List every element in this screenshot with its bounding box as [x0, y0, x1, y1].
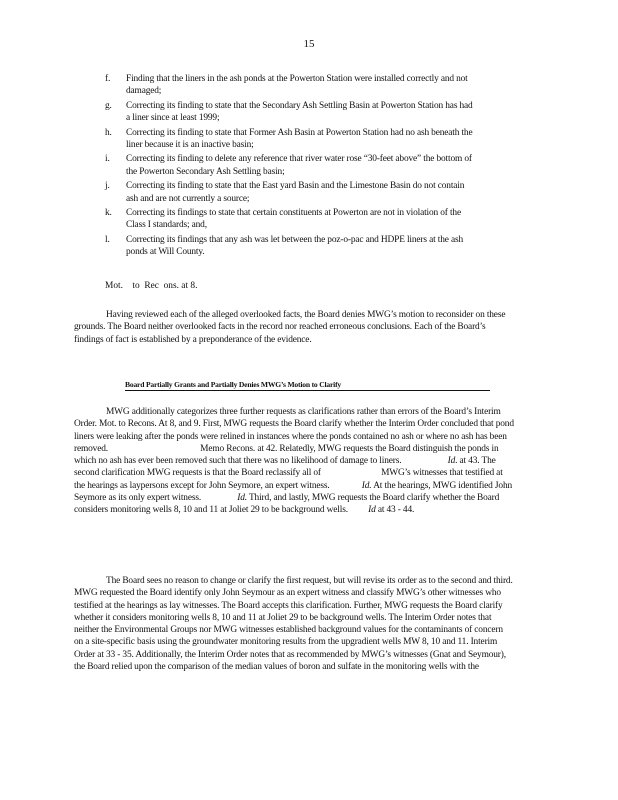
list-item: [105, 207, 475, 232]
list-item-text: Finding that the liners in the ash ponds at the Powerton Station were installed correctly and not damaged;: [126, 74, 468, 97]
paragraph-text: The Board sees no reason to change or clarify the first request, but will revise its order as to the second and third. MWG requested the Board identify only John Seymour as an expert witness and classify MWG’s other witnesses who testified at the hearings as lay witnesses. The Board accepts this clarification. Further, MWG requests the Board clarify whether it considers monitoring wells 8, 10 and 11 at Joliet 29 to be background wells. The Interim Order notes that neither the Environmental Groups nor MWG witnesses established background values for the contaminants of concern on a site-specific basis using the groundwater monitoring results from the upgradient wells MW 8, 10 and 11. Interim Order at 33 - 35. Additionally, the Interim Order notes that as recommended by MWG’s witnesses (Gnat and Seymour), the Board relied upon the comparison of the median values of boron and sulfate in the monitoring wells with the: [74, 576, 513, 673]
list-item-text: Correcting its findings that any ash was let between the poz-o-pac and HDPE liners at the ash ponds at Will County.: [126, 234, 463, 258]
list-item: [105, 234, 475, 259]
list-item-letter: k.: [105, 208, 112, 219]
paragraph-text: . at 43. The second clarification MWG requests is that the Board reclassify all of: [74, 456, 496, 479]
paragraph-denial: [74, 309, 514, 346]
list-item-letter: j.: [105, 181, 110, 192]
list-item-letter: f.: [105, 74, 111, 84]
paragraph-text: MWG additionally categorizes three further requests as clarifications rather than errors of the Board’s Interim Order. Mot. to Recons. At 8, and 9. First, MWG requests the Board clarify whether the Interim Order concluded that pond liners were leaking after the ponds were relined in instances where the ponds contained no ash or where no ash has been removed.: [74, 407, 514, 454]
list-item: [105, 180, 475, 205]
paragraph-text: Third, and lastly, MWG requests the Board clarify whether the Board considers monitoring wells 8, 10 and 11 at Joliet 29 to be background wells.: [74, 493, 500, 516]
section-heading-rule: [125, 379, 490, 391]
paragraph-resolution: [74, 575, 514, 673]
paragraph-text: At the hearings, MWG identified John Seymore as its only expert witness.: [74, 480, 513, 504]
paragraph-text: at 43 - 44.: [377, 505, 415, 516]
list-item-text: Correcting its finding to state that Former Ash Basin at Powerton Station had no ash beneath the liner because it is an inactive basin;: [126, 127, 473, 151]
page-number: 15: [303, 38, 315, 50]
list-item-text: Correcting its finding to state that the Secondary Ash Settling Basin at Powerton Station has had a liner since at least 1999;: [126, 100, 473, 124]
list-item-text: Correcting its findings to state that certain constituents at Powerton are not in violation of the Class I standards; and,: [126, 208, 461, 231]
list-item: [105, 127, 475, 152]
citation-id: Id.: [237, 493, 247, 504]
list-item-letter: g.: [105, 100, 112, 111]
list-item: [105, 100, 475, 125]
citation-id: Id: [368, 505, 376, 516]
list-item-letter: i.: [105, 154, 110, 165]
list-item: [105, 153, 475, 178]
list-item-letter: h.: [105, 127, 112, 138]
paragraph-text: Memo Recons. at 42. Relatedly, MWG requests the Board distinguish the ponds in which no ash has ever been removed such that there was no likelihood of damage to liners.: [74, 443, 499, 467]
list-item-letter: l.: [105, 234, 110, 245]
paragraph-clarifications: [74, 406, 514, 517]
section-heading: Board Partially Grants and Partially Denies MWG’s Motion to Clarify: [125, 380, 342, 389]
motion-citation: Mot. to Rec ons. at 8.: [105, 281, 198, 291]
findings-list: [105, 73, 475, 261]
paragraph-text: MWG’s witnesses that testified at the hearings as laypersons except for John Seymore, an expert witness.: [74, 468, 503, 491]
citation-id: Id: [447, 456, 456, 467]
paragraph-text: Having reviewed each of the alleged overlooked facts, the Board denies MWG’s motion to reconsider on these grounds. The Board neither overlooked facts in the record nor reached erroneous conclusions. Each of the Board’s findings of fact is established by a preponderance of the evidence.: [74, 310, 506, 345]
list-item-text: Correcting its finding to delete any reference that river water rose “30-feet above” the bottom of the Powerton Secondary Ash Settling basin;: [126, 154, 472, 177]
list-item: [105, 73, 475, 98]
citation-id: Id.: [361, 480, 372, 491]
list-item-text: Correcting its finding to state that the East yard Basin and the Limestone Basin do not contain ash and are not currently a source;: [126, 181, 465, 204]
